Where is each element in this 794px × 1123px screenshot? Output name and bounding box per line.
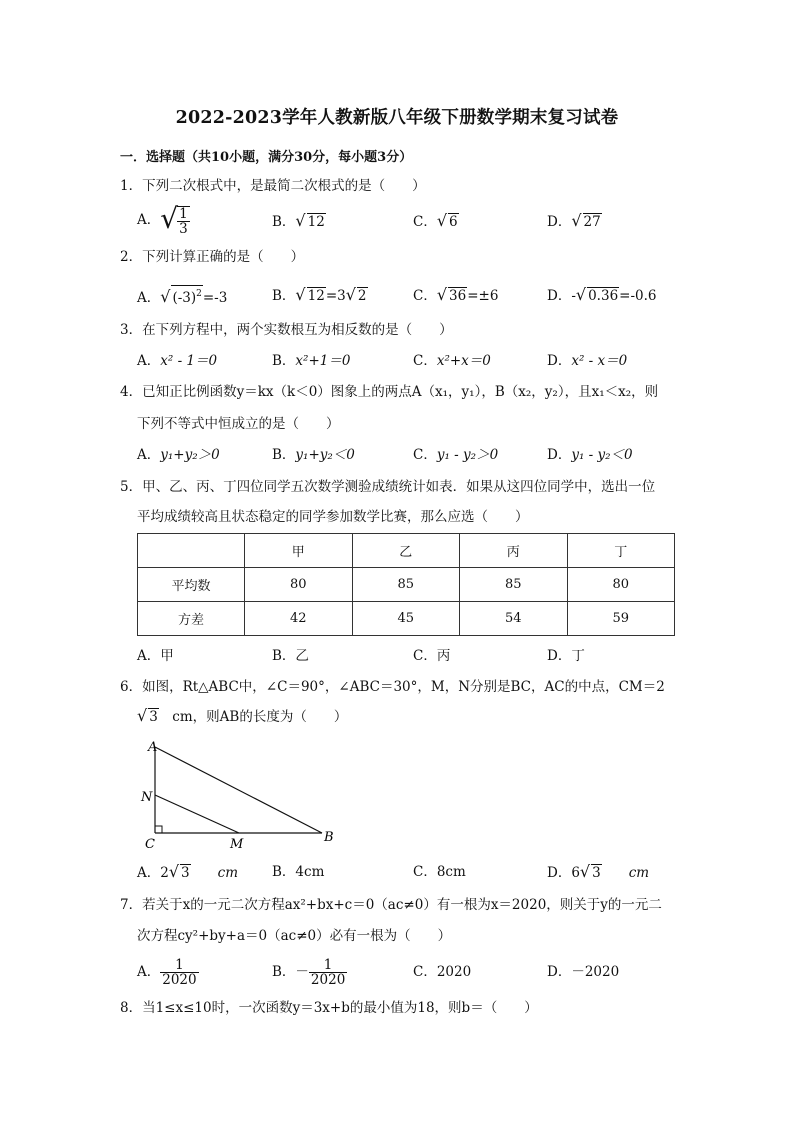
question-7-line-2: 次方程cy²+by+a＝0（ac≠0）必有一根为（ ）: [137, 928, 452, 944]
question-8: 8．当1≤x≤10时，一次函数y＝3x+b的最小值为18，则b＝（ ）: [120, 1000, 538, 1016]
q7-option-d: D．－2020: [547, 964, 620, 980]
q4-option-a: A．y₁+y₂＞0: [137, 447, 220, 463]
q2-option-d: D．-√ 0.36=-0.6: [547, 285, 657, 304]
table-cell: 85: [352, 568, 460, 602]
table-cell: 54: [460, 602, 568, 636]
q7-option-a: A． $\frac{1}{2020}$: [137, 957, 197, 988]
question-7-line-1: 7．若关于x的一元二次方程ax²+bx+c＝0（ac≠0）有一根为x＝2020，则关于y的一元二: [120, 897, 662, 913]
table-cell: 85: [460, 568, 568, 602]
q1-option-b: B．√ 12: [272, 211, 325, 230]
table-cell: 方差: [138, 602, 245, 636]
q3-option-d: D．x² - x＝0: [547, 353, 628, 369]
q3-option-b: B．x²+1＝0: [272, 353, 351, 369]
side-ab: [155, 747, 322, 833]
q6-option-b: B．4cm: [272, 864, 325, 880]
q6-option-d: D．6√ 3 cm: [547, 862, 650, 881]
page-title: 2022-2023学年人教新版八年级下册数学期末复习试卷: [175, 108, 619, 128]
q2-option-a: A．√ $(-3)^2=-3$: [137, 287, 228, 306]
q5-option-a: A．甲: [137, 648, 174, 664]
table-cell: 42: [245, 602, 353, 636]
q6-option-c: C．8cm: [413, 864, 466, 880]
q5-option-c: C．丙: [413, 648, 451, 664]
segment-mn: [155, 795, 239, 833]
question-2: 2．下列计算正确的是（ ）: [120, 249, 305, 265]
table-cell: 丁: [567, 534, 675, 568]
table-cell: 平均数: [138, 568, 245, 602]
q4-option-b: B．y₁+y₂＜0: [272, 447, 355, 463]
q1-option-c: C．√ 6: [413, 211, 458, 230]
label-n: N: [141, 790, 153, 805]
label-c: C: [145, 837, 155, 852]
table-cell: [138, 534, 245, 568]
table-cell: 丙: [460, 534, 568, 568]
q2-option-b: B．√ 12=3√ 2: [272, 285, 367, 304]
q1-option-d: D．√ 27: [547, 211, 601, 230]
question-6-line-1: 6．如图，Rt△ABC中，∠C＝90°，∠ABC＝30°，M，N分别是BC，AC的中点，CM＝2: [120, 679, 665, 695]
q6-option-a: A．2√ 3 cm: [137, 862, 239, 881]
table-row: [138, 602, 675, 636]
right-angle-mark: [155, 826, 162, 833]
triangle-figure: [136, 737, 336, 852]
table-header-row: [138, 534, 675, 568]
section-heading: 一．选择题（共10小题，满分30分，每小题3分）: [120, 150, 413, 165]
table-cell: 乙: [352, 534, 460, 568]
question-1: 1．下列二次根式中，是最简二次根式的是（ ）: [120, 178, 426, 194]
question-5-line-2: 平均成绩较高且状态稳定的同学参加数学比赛，那么应选（ ）: [137, 509, 529, 525]
table-cell: 80: [245, 568, 353, 602]
label-a: A: [148, 740, 158, 755]
table-cell: 甲: [245, 534, 353, 568]
label-b: B: [324, 830, 334, 845]
question-4-line-1: 4．已知正比例函数y＝kx（k＜0）图象上的两点A（x₁，y₁），B（x₂，y₂），且x₁＜x₂，则: [120, 384, 659, 400]
question-6-line-2: √ 3 cm，则AB的长度为（ ）: [137, 706, 348, 725]
table-cell: 59: [567, 602, 675, 636]
table-row: [138, 568, 675, 602]
q2-option-c: C．√ 36=±6: [413, 285, 499, 304]
q1-option-a: A．√ $\frac{1}{3}$: [137, 202, 188, 237]
question-3: 3．在下列方程中，两个实数根互为相反数的是（ ）: [120, 322, 453, 338]
question-4-line-2: 下列不等式中恒成立的是（ ）: [137, 416, 340, 432]
q4-option-c: C．y₁ - y₂＞0: [413, 447, 499, 463]
q3-option-a: A．x² - 1＝0: [137, 353, 218, 369]
label-m: M: [230, 837, 244, 852]
q5-option-d: D．丁: [547, 648, 585, 664]
q4-option-d: D．y₁ - y₂＜0: [547, 447, 633, 463]
q3-option-c: C．x²+x＝0: [413, 353, 491, 369]
table-cell: 80: [567, 568, 675, 602]
question-5-line-1: 5．甲、乙、丙、丁四位同学五次数学测验成绩统计如表．如果从这四位同学中，选出一位: [120, 479, 656, 495]
q7-option-c: C．2020: [413, 964, 472, 980]
scores-table: [137, 533, 675, 636]
q7-option-b: B．－ $\frac{1}{2020}$: [272, 957, 346, 988]
q5-option-b: B．乙: [272, 648, 309, 664]
table-cell: 45: [352, 602, 460, 636]
